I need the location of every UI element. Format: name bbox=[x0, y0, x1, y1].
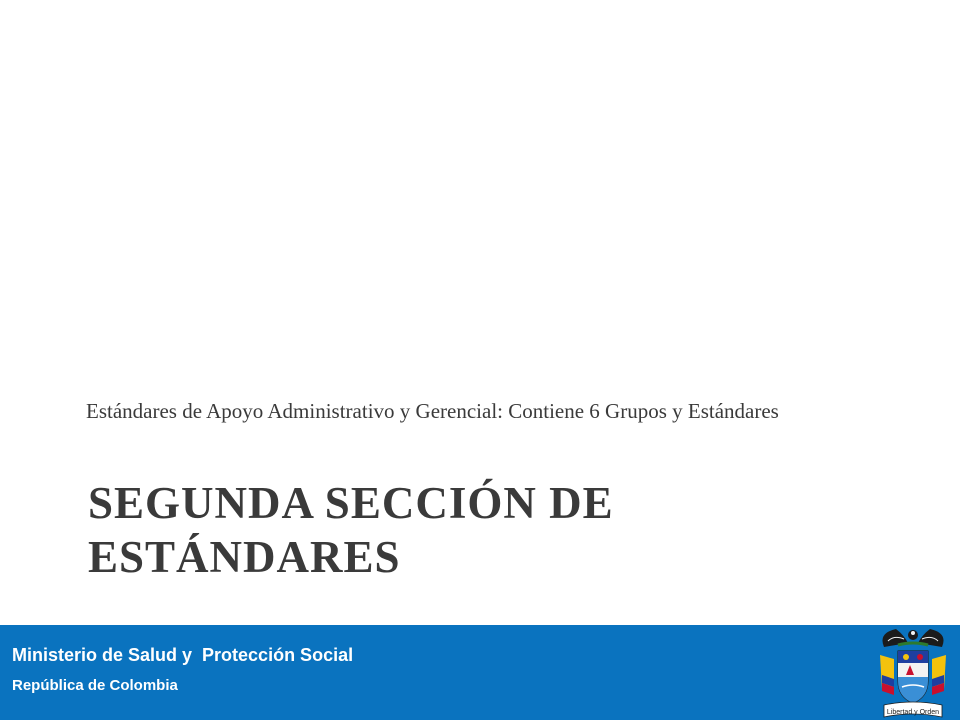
title-line-1: SEGUNDA SECCIÓN DE bbox=[88, 478, 614, 528]
republic-name: República de Colombia bbox=[12, 677, 178, 694]
ministry-name: Ministerio de Salud y Protección Social bbox=[12, 645, 354, 665]
slide-subtitle: Estándares de Apoyo Administrativo y Gerencial: Contiene 6 Grupos y Estándares bbox=[86, 399, 779, 423]
footer-bar bbox=[0, 625, 960, 720]
coat-of-arms-icon bbox=[874, 625, 952, 720]
slide-title bbox=[88, 476, 908, 584]
crest-motto: Libertad y Orden bbox=[886, 709, 940, 716]
title-line-2: ESTÁNDARES bbox=[88, 532, 401, 582]
